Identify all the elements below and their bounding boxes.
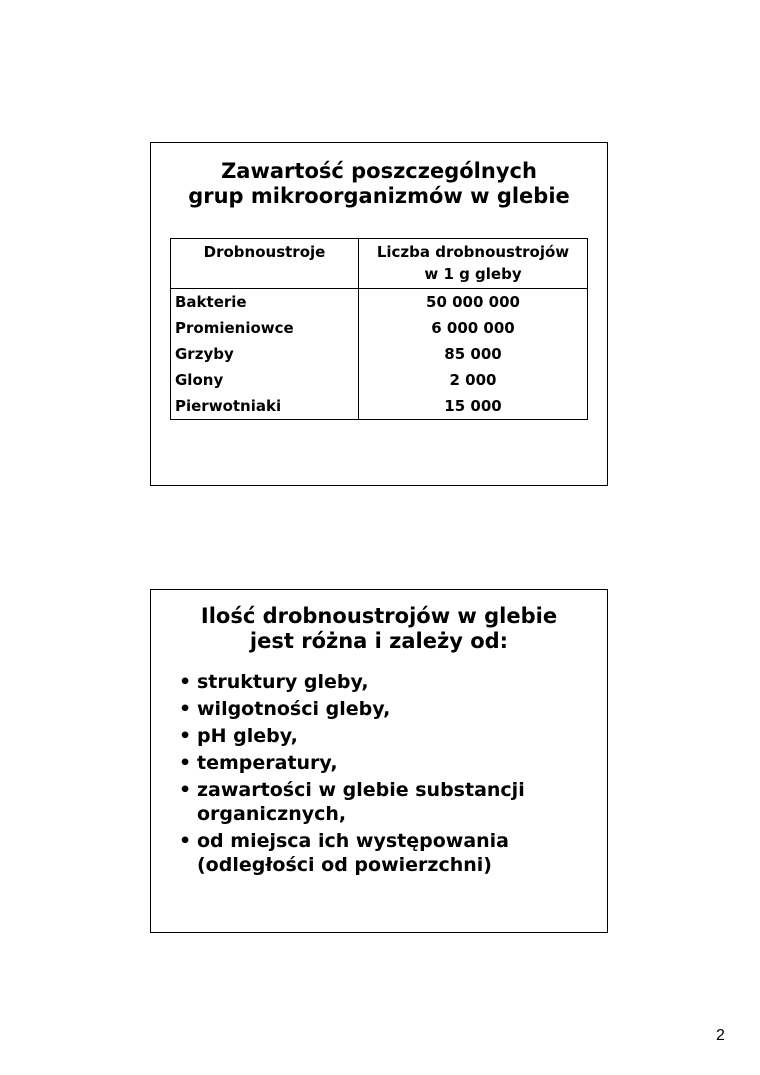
list-item [179, 751, 587, 775]
bullet-icon: • [179, 779, 192, 801]
list-item-text: od miejsca ich występowania [197, 830, 510, 852]
row-name: Pierwotniaki [171, 393, 359, 420]
list-item [179, 829, 587, 877]
column-header-count-line-2: w 1 g gleby [424, 265, 522, 283]
table-row [171, 341, 588, 367]
list-item-text: pH gleby, [197, 725, 298, 747]
slide-title-line-2: grup mikroorganizmów w glebie [188, 184, 570, 208]
column-header-microorganisms: Drobnoustroje [171, 239, 359, 289]
bullet-icon: • [179, 830, 192, 852]
row-count: 50 000 000 [359, 289, 588, 316]
row-count: 15 000 [359, 393, 588, 420]
list-item-text-continued: (odległości od powierzchni) [197, 854, 492, 876]
list-item [179, 697, 587, 721]
table-row [171, 367, 588, 393]
list-item-text: temperatury, [197, 752, 338, 774]
list-item-text: zawartości w glebie substancji [197, 779, 525, 801]
bullet-icon: • [179, 752, 192, 774]
row-name: Promieniowce [171, 315, 359, 341]
row-name: Grzyby [171, 341, 359, 367]
slide-microorganism-content [150, 142, 608, 486]
slide-title-line-1: Zawartość poszczególnych [221, 159, 537, 183]
factor-list [179, 670, 587, 880]
list-item [179, 724, 587, 748]
bullet-icon: • [179, 725, 192, 747]
bullet-icon: • [179, 698, 192, 720]
row-count: 6 000 000 [359, 315, 588, 341]
column-header-count-line-1: Liczba drobnoustrojów [376, 243, 570, 261]
list-item-text: wilgotności gleby, [197, 698, 391, 720]
table-row [171, 289, 588, 316]
slide-title-line-2: jest różna i zależy od: [249, 629, 509, 653]
slide-title [151, 159, 607, 209]
slide-title [151, 604, 607, 654]
slide-title-line-1: Ilość drobnoustrojów w glebie [200, 604, 558, 628]
page-number: 2 [716, 1027, 725, 1044]
slide-dependency-factors [150, 589, 608, 933]
table-row [171, 315, 588, 341]
row-name: Glony [171, 367, 359, 393]
list-item-text: struktury gleby, [197, 671, 369, 693]
list-item [179, 670, 587, 694]
microorganism-table [170, 238, 588, 420]
row-name: Bakterie [171, 289, 359, 316]
row-count: 2 000 [359, 367, 588, 393]
row-count: 85 000 [359, 341, 588, 367]
table-header-row [171, 239, 588, 289]
list-item [179, 778, 587, 826]
list-item-text-continued: organicznych, [197, 803, 347, 825]
bullet-icon: • [179, 671, 192, 693]
table-row [171, 393, 588, 420]
column-header-count [359, 239, 588, 289]
